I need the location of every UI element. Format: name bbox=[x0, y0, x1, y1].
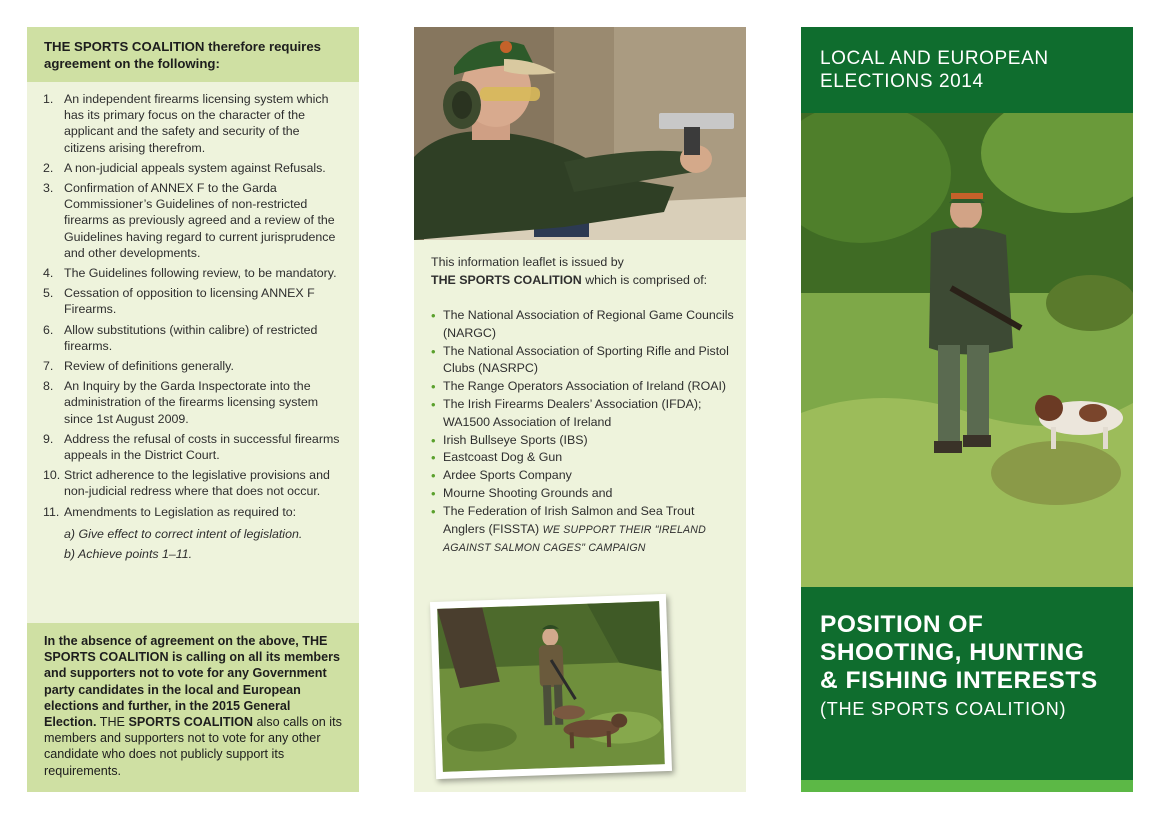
list-item: 5. Cessation of opposition to licensing ANNEX F Firearms. bbox=[43, 286, 315, 317]
cover-subtitle: (THE SPORTS COALITION) bbox=[820, 699, 1067, 719]
list-item: 8. An Inquiry by the Garda Inspectorate into the administration of the firearms licensing system since 1st August 2009. bbox=[43, 379, 319, 426]
requirements-sublist bbox=[27, 524, 359, 562]
statement-the: THE bbox=[96, 715, 129, 730]
list-item: 10. Strict adherence to the legislative provisions and non-judicial redress where that does not occur. bbox=[43, 468, 330, 499]
statement-org: THE SPORTS COALITION bbox=[44, 634, 328, 665]
leaflet-intro bbox=[431, 254, 736, 289]
list-item: 7. Review of definitions generally. bbox=[43, 359, 234, 374]
requirements-heading: THE SPORTS COALITION therefore requires agreement on the following: bbox=[27, 27, 359, 82]
cover-panel bbox=[801, 27, 1133, 792]
statement-text: also calls on its members and supporters not to vote for any other candidate who does not publicly support its requirements. bbox=[44, 715, 342, 778]
list-item: • Eastcoast Dog & Gun bbox=[431, 449, 736, 467]
statement-lead: In the absence of agreement on the above, bbox=[44, 634, 299, 648]
list-item: • The Irish Firearms Dealers’ Association (IFDA); WA1500 Association of Ireland bbox=[431, 396, 736, 432]
cover-title-line: SHOOTING, HUNTING bbox=[820, 639, 1085, 666]
member-organisations-list bbox=[431, 307, 736, 558]
election-heading-line: ELECTIONS 2014 bbox=[820, 71, 984, 92]
cover-title-line: POSITION OF bbox=[820, 611, 984, 638]
list-item: 4. The Guidelines following review, to be mandatory. bbox=[43, 266, 337, 281]
list-item: • The Range Operators Association of Ireland (ROAI) bbox=[431, 378, 736, 396]
list-item: 6. Allow substitutions (within calibre) of restricted firearms. bbox=[43, 322, 318, 353]
intro-text: This information leaflet is issued by bbox=[431, 255, 624, 269]
hunter-dogs-photo bbox=[437, 601, 665, 772]
hunter-with-spaniel-illustration bbox=[801, 113, 1133, 587]
list-item: • The National Association of Sporting Rifle and Pistol Clubs (NASRPC) bbox=[431, 343, 736, 379]
list-item: b) Achieve points 1–11. bbox=[64, 546, 193, 561]
list-item: 2. A non-judicial appeals system against Refusals. bbox=[43, 160, 326, 175]
hunter-spaniel-photo bbox=[801, 113, 1133, 587]
hunter-dogs-photo-frame bbox=[430, 594, 672, 779]
election-heading bbox=[820, 47, 1120, 93]
intro-text: which is comprised of: bbox=[581, 272, 708, 287]
list-item bbox=[431, 503, 736, 558]
hunter-with-dogs-illustration bbox=[437, 601, 665, 772]
org-name: The Federation of Irish Salmon and Sea Trout Anglers (FISSTA) bbox=[443, 503, 695, 536]
list-item: • Irish Bullseye Sports (IBS) bbox=[431, 432, 736, 450]
list-item: • Ardee Sports Company bbox=[431, 467, 736, 485]
list-item: a) Give effect to correct intent of legislation. bbox=[64, 526, 303, 541]
statement-org: SPORTS COALITION bbox=[128, 715, 253, 730]
cover-title bbox=[820, 611, 1125, 695]
voting-statement bbox=[27, 623, 359, 792]
election-heading-line: LOCAL AND EUROPEAN bbox=[820, 48, 1049, 69]
pistol-shooter-photo bbox=[414, 27, 746, 240]
list-item: 9. Address the refusal of costs in successful firearms appeals in the District Court. bbox=[43, 431, 340, 463]
requirements-list bbox=[27, 82, 359, 520]
list-item: 3. Confirmation of ANNEX F to the Garda Commissioner’s Guidelines of non-restricted firearms as previously agreed and a review of the Guidelines having regard to current jurisprudence and other developments. bbox=[43, 181, 336, 260]
intro-org: THE SPORTS COALITION bbox=[431, 272, 582, 287]
statement-text: is calling on all its members and supporters not to vote for any Government party candidates in the local and European elections and further, in the 2015 General Election. bbox=[44, 650, 341, 730]
cover-title-line: & FISHING INTERESTS bbox=[820, 667, 1098, 694]
list-item: 1. An independent firearms licensing system which has its primary focus on the character of the applicant and the safety and security of the citizens arising therefrom. bbox=[43, 92, 329, 155]
list-item: • The National Association of Regional Game Councils (NARGC) bbox=[431, 307, 736, 343]
pistol-shooter-illustration bbox=[414, 27, 746, 240]
campaign-note: WE SUPPORT THEIR "IRELAND AGAINST SALMON CAGES" CAMPAIGN bbox=[443, 523, 706, 555]
list-item: • Mourne Shooting Grounds and bbox=[431, 485, 736, 503]
accent-bar bbox=[801, 780, 1133, 792]
list-item: 11. Amendments to Legislation as required to: bbox=[43, 504, 297, 519]
requirements-panel bbox=[27, 27, 359, 792]
